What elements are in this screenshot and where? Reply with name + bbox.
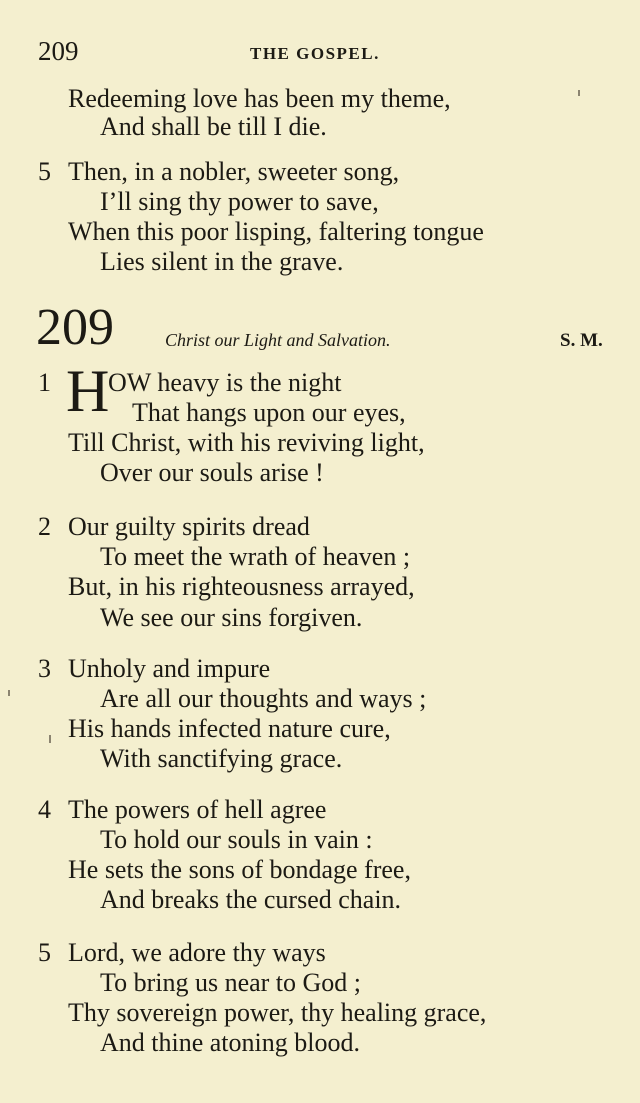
verse-line: And breaks the cursed chain. (100, 885, 402, 914)
verse-line: Are all our thoughts and ways ; (100, 684, 427, 713)
verse-line: His hands infected nature cure, (68, 714, 391, 743)
verse-number: 5 (38, 157, 51, 186)
verse-line: Lies silent in the grave. (100, 247, 344, 276)
verse-line: Till Christ, with his reviving light, (68, 428, 425, 457)
verse-line: I’ll sing thy power to save, (100, 187, 379, 216)
verse-line: And shall be till I die. (100, 112, 327, 141)
verse-line: Over our souls arise ! (100, 458, 324, 487)
hymn-number: 209 (36, 299, 114, 356)
verse-number: 3 (38, 654, 51, 683)
paper-speck (49, 735, 51, 743)
verse-line: With sanctifying grace. (100, 744, 343, 773)
paper-speck (578, 90, 580, 96)
verse-line: Our guilty spirits dread (68, 512, 310, 541)
verse-line: That hangs upon our eyes, (132, 398, 406, 427)
verse-line: And thine atoning blood. (100, 1028, 360, 1057)
verse-line: OW heavy is the night (108, 368, 342, 397)
verse-line: When this poor lisping, faltering tongue (68, 217, 484, 246)
paper-speck (8, 690, 10, 696)
verse-line: He sets the sons of bondage free, (68, 855, 411, 884)
verse-line: To meet the wrath of heaven ; (100, 542, 411, 571)
verse-number: 5 (38, 938, 51, 967)
verse-line: Unholy and impure (68, 654, 271, 683)
hymn-title: Christ our Light and Salvation. (165, 330, 391, 350)
hymn-meter: S. M. (560, 330, 603, 351)
verse-line: Thy sovereign power, thy healing grace, (68, 998, 487, 1027)
verse-line: But, in his righteousness arrayed, (68, 572, 415, 601)
verse-line: Lord, we adore thy ways (68, 938, 326, 967)
verse-line: Redeeming love has been my theme, (68, 84, 451, 113)
verse-line: The powers of hell agree (68, 795, 327, 824)
verse-number: 4 (38, 795, 51, 824)
drop-cap: H (66, 358, 110, 424)
running-title: THE GOSPEL. (250, 44, 380, 63)
page-number: 209 (38, 36, 79, 66)
verse-line: Then, in a nobler, sweeter song, (68, 157, 400, 186)
verse-number: 2 (38, 512, 51, 541)
verse-number: 1 (38, 368, 51, 397)
verse-line: To bring us near to God ; (100, 968, 362, 997)
verse-line: To hold our souls in vain : (100, 825, 373, 854)
verse-line: We see our sins forgiven. (100, 603, 363, 632)
